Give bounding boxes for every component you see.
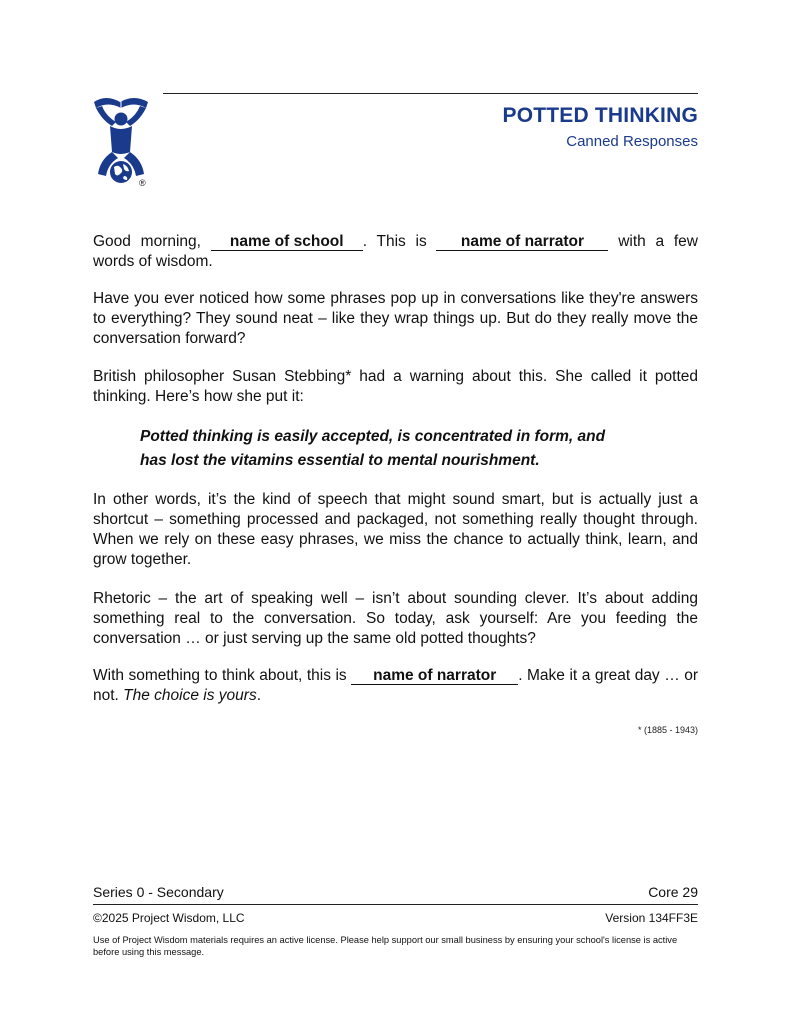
quote-line: Potted thinking is easily accepted, is concentrated in form, and: [140, 428, 606, 445]
copyright: ©2025 Project Wisdom, LLC: [93, 911, 245, 925]
paragraph-other-words: In other words, it’s the kind of speech that might sound smart, but is actually just a shortcut – something processed and packaged, not something really thought through. When we rely on these easy phrases, we miss the chance to actually think, learn, and grow together.: [93, 491, 698, 568]
header-rule: [163, 93, 698, 94]
series-label: Series 0 - Secondary: [93, 884, 224, 900]
quote-line: has lost the vitamins essential to mental nourishment.: [140, 452, 540, 469]
footer-rule: [93, 904, 698, 905]
school-name-blank: name of school: [211, 233, 363, 251]
page-subtitle: Canned Responses: [566, 133, 698, 150]
license-notice: Use of Project Wisdom materials requires an active license. Please help support our small business by ensuring your school's license is active before using this message.: [93, 935, 678, 957]
stebbing-quote: [140, 425, 660, 473]
closing-paragraph: With something to think about, this is name of narrator . Make it a great day … or not. The choice is yours.: [93, 667, 698, 704]
paragraph-phrases: Have you ever noticed how some phrases pop up in conversations like they're answers to everything? They sound neat – like they wrap things up. But do they really move the conversation forward?: [93, 290, 698, 347]
footnote: * (1885 - 1943): [637, 725, 698, 735]
registered-mark: ®: [139, 178, 146, 188]
paragraph-stebbing: British philosopher Susan Stebbing* had a warning about this. She called it potted thinking. Here’s how she put it:: [93, 368, 698, 405]
narrator-name-blank: name of narrator: [436, 233, 608, 251]
version-label: Version 134FF3E: [605, 911, 698, 925]
project-wisdom-logo: [90, 92, 152, 190]
greeting-paragraph: Good morning, name of school . This is name of narrator with a few words of wisdom.: [93, 233, 698, 270]
page-title: POTTED THINKING: [502, 104, 698, 127]
core-label: Core 29: [648, 884, 698, 900]
paragraph-rhetoric: Rhetoric – the art of speaking well – isn’t about sounding clever. It’s about adding something real to the conversation. So today, ask yourself: Are you feeding the conversation … or just serving up the same old potted thoughts?: [93, 590, 698, 647]
narrator-name-blank: name of narrator: [351, 667, 518, 685]
